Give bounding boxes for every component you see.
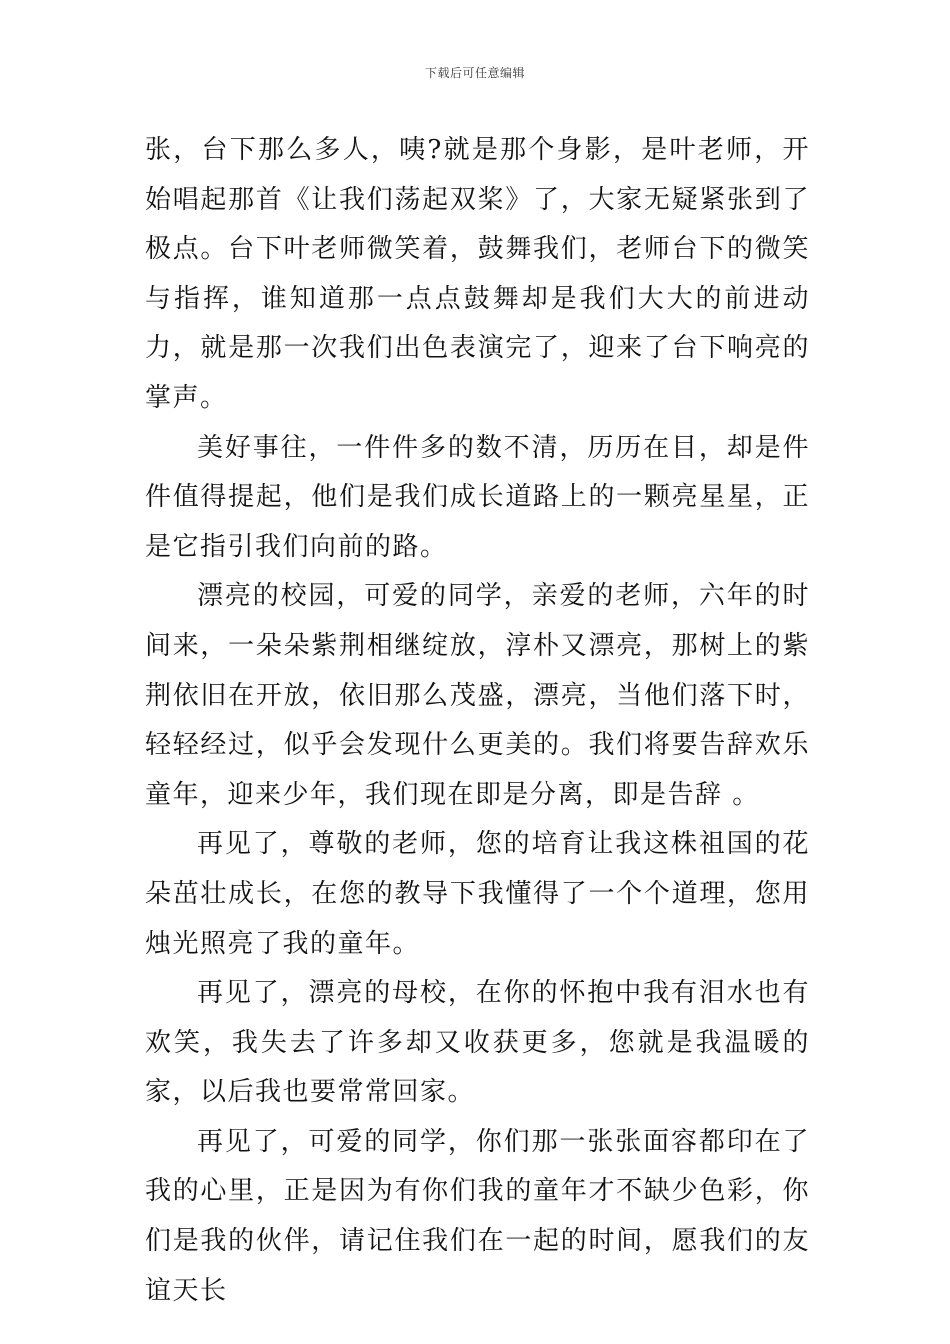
paragraph: 再见了，漂亮的母校，在你的怀抱中我有泪水也有欢笑，我失去了许多却又收获更多，您就是我温暖的家，以后我也要常常回家。 bbox=[145, 978, 810, 1108]
paragraph: 再见了，尊敬的老师，您的培育让我这株祖国的花朵茁壮成长，在您的教导下我懂得了一个个道理，您用烛光照亮了我的童年。 bbox=[145, 829, 810, 959]
paragraph-continuation: 张，台下那么多人，咦?就是那个身影，是叶老师，开始唱起那首《让我们荡起双桨》了，大家无疑紧张到了极点。台下叶老师微笑着，鼓舞我们，老师台下的微笑与指挥，谁知道那一点点鼓舞却是我们大大的前进动力，就是那一次我们出色表演完了，迎来了台下响亮的掌声。 bbox=[145, 135, 810, 413]
paragraph: 再见了，可爱的同学，你们那一张张面容都印在了我的心里，正是因为有你们我的童年才不缺少色彩，你们是我的伙伴，请记住我们在一起的时间，愿我们的友谊天长 bbox=[145, 1126, 810, 1306]
paragraph: 美好事往，一件件多的数不清，历历在目，却是件件值得提起，他们是我们成长道路上的一颗亮星星，正是它指引我们向前的路。 bbox=[145, 432, 810, 562]
essay-body bbox=[145, 126, 810, 1316]
page-header-note: 下载后可任意编辑 bbox=[424, 66, 525, 80]
paragraph: 漂亮的校园，可爱的同学，亲爱的老师，六年的时间来，一朵朵紫荆相继绽放，淳朴又漂亮，那树上的紫荆依旧在开放，依旧那么茂盛，漂亮，当他们落下时，轻轻经过，似乎会发现什么更美的。我们将要告辞欢乐童年，迎来少年，我们现在即是分离，即是告辞 。 bbox=[145, 581, 810, 810]
